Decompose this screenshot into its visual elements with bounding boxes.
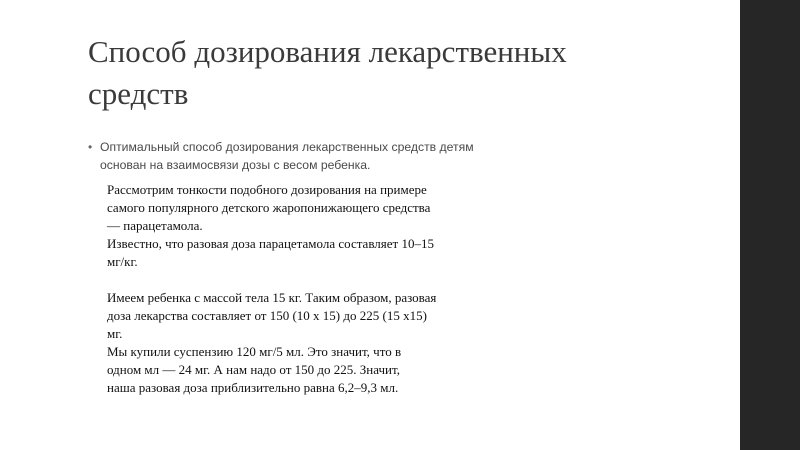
text-line: наша разовая доза приблизительно равна 6,2–9,3 мл. (107, 380, 399, 395)
bullet-text (100, 138, 688, 174)
text-line: Мы купили суспензию 120 мг/5 мл. Это значит, что в (107, 344, 402, 359)
title-line: средств (88, 76, 189, 111)
paracetamol-intro-paragraph (107, 181, 527, 271)
bullet-item (88, 138, 688, 174)
text-line: Известно, что разовая доза парацетамола составляет 10–15 (107, 236, 434, 251)
bullet-line: основан на взаимосвязи дозы с весом ребенка. (100, 158, 371, 172)
text-line: мг/кг. (107, 254, 138, 269)
dose-calculation-paragraph (107, 289, 527, 397)
bullet-marker: • (88, 140, 93, 154)
text-line: доза лекарства составляет от 150 (10 х 15) до 225 (15 х15) (107, 308, 427, 323)
dark-side-bar (740, 0, 800, 450)
bullet-line: Оптимальный способ дозирования лекарственных средств детям (100, 140, 474, 154)
text-line: Рассмотрим тонкости подобного дозирования на примере (107, 182, 427, 197)
text-line: Имеем ребенка с массой тела 15 кг. Таким образом, разовая (107, 290, 437, 305)
text-line: мг. (107, 326, 123, 341)
text-line: — парацетамола. (107, 218, 203, 233)
slide-title (88, 31, 708, 115)
title-line: Способ дозирования лекарственных (88, 34, 567, 69)
text-line: одном мл — 24 мг. А нам надо от 150 до 225. Значит, (107, 362, 400, 377)
text-line: самого популярного детского жаропонижающего средства (107, 200, 431, 215)
